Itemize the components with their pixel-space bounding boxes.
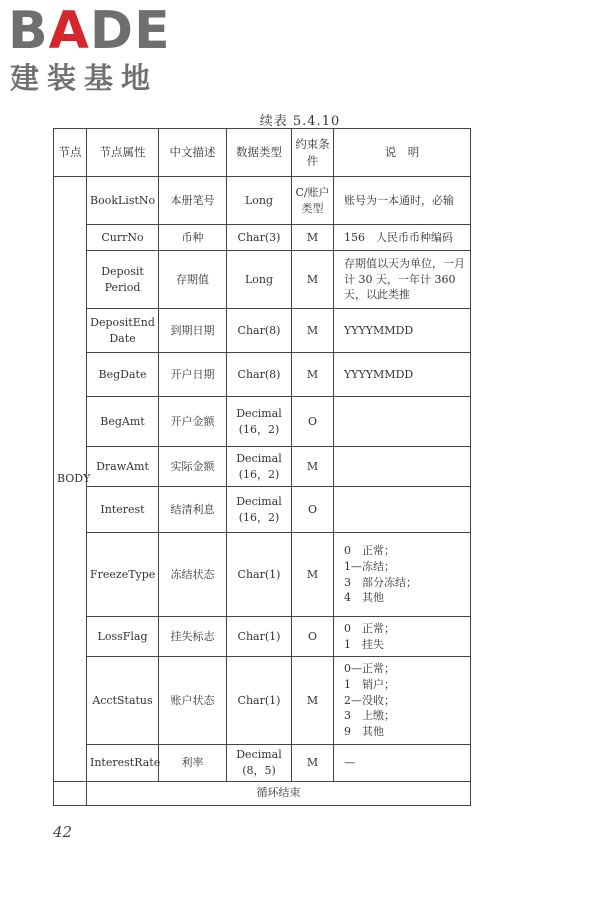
data-type-cell: Decimal (16，2) xyxy=(227,447,292,487)
data-type-cell: Decimal (16，2) xyxy=(227,397,292,447)
header-node: 节点 xyxy=(54,129,87,177)
attr-cell: LossFlag xyxy=(87,617,159,657)
table-row xyxy=(54,447,471,487)
description-line: 0 正常； xyxy=(344,621,395,635)
header-constraint: 约束条件 xyxy=(292,129,334,177)
spec-table xyxy=(53,128,471,806)
attr-cell: BookListNo xyxy=(87,177,159,225)
constraint-cell: M xyxy=(292,447,334,487)
table-body xyxy=(54,177,471,806)
table-row xyxy=(54,487,471,533)
description-cell: YYYYMMDD xyxy=(334,353,471,397)
description-line: 4 其他 xyxy=(344,591,384,605)
description-cell: 存期值以天为单位，一月计 30 天，一年计 360 天，以此类推 xyxy=(334,251,471,309)
description-cell: 156 人民币币种编码 xyxy=(334,225,471,251)
constraint-cell: O xyxy=(292,397,334,447)
table-row xyxy=(54,745,471,782)
data-type-cell: Long xyxy=(227,177,292,225)
table-row xyxy=(54,353,471,397)
cn-desc-cell: 到期日期 xyxy=(159,309,227,353)
description-line: 9 其他 xyxy=(344,725,384,739)
cn-desc-cell: 结清利息 xyxy=(159,487,227,533)
description-line: 1 销户； xyxy=(344,677,395,691)
data-type-cell: Char(8) xyxy=(227,353,292,397)
constraint-cell: O xyxy=(292,487,334,533)
description-cell: 账号为一本通时，必输 xyxy=(334,177,471,225)
logo-brand-text xyxy=(8,1,171,61)
page-number: 42 xyxy=(53,823,73,841)
description-cell xyxy=(334,533,471,617)
attr-cell: InterestRate xyxy=(87,745,159,782)
header-description: 说 明 xyxy=(334,129,471,177)
description-cell: — xyxy=(334,745,471,782)
loop-end-cell: 循环结束 xyxy=(87,781,471,805)
table-row xyxy=(54,617,471,657)
description-line: 1—冻结； xyxy=(344,559,395,573)
constraint-cell: M xyxy=(292,353,334,397)
description-cell xyxy=(334,397,471,447)
attr-cell: BegAmt xyxy=(87,397,159,447)
cn-desc-cell: 币种 xyxy=(159,225,227,251)
description-line: 3 上缴； xyxy=(344,709,395,723)
description-cell xyxy=(334,617,471,657)
constraint-cell: O xyxy=(292,617,334,657)
table-row xyxy=(54,309,471,353)
description-cell xyxy=(334,447,471,487)
constraint-cell: M xyxy=(292,225,334,251)
description-cell: YYYYMMDD xyxy=(334,309,471,353)
constraint-cell: C/账户类型 xyxy=(292,177,334,225)
cn-desc-cell: 挂失标志 xyxy=(159,617,227,657)
attr-cell: DrawAmt xyxy=(87,447,159,487)
table-row xyxy=(54,177,471,225)
data-type-cell: Char(1) xyxy=(227,657,292,745)
attr-cell: FreezeType xyxy=(87,533,159,617)
data-type-cell: Decimal (16，2) xyxy=(227,487,292,533)
data-type-cell: Decimal (8，5) xyxy=(227,745,292,782)
data-type-cell: Char(1) xyxy=(227,617,292,657)
data-type-cell: Long xyxy=(227,251,292,309)
constraint-cell: M xyxy=(292,251,334,309)
table-row xyxy=(54,251,471,309)
constraint-cell: M xyxy=(292,745,334,782)
data-type-cell: Char(1) xyxy=(227,533,292,617)
table-row xyxy=(54,657,471,745)
table-footer-row xyxy=(54,781,471,805)
cn-desc-cell: 开户日期 xyxy=(159,353,227,397)
constraint-cell: M xyxy=(292,657,334,745)
header-cn-desc: 中文描述 xyxy=(159,129,227,177)
cn-desc-cell: 存期值 xyxy=(159,251,227,309)
attr-cell: Deposit Period xyxy=(87,251,159,309)
constraint-cell: M xyxy=(292,533,334,617)
data-type-cell: Char(3) xyxy=(227,225,292,251)
description-line: 2—没收； xyxy=(344,693,395,707)
node-cell: BODY xyxy=(54,177,87,782)
cn-desc-cell: 冻结状态 xyxy=(159,533,227,617)
description-cell xyxy=(334,657,471,745)
table-caption: 续表 5.4.10 xyxy=(259,114,341,129)
attr-cell: Interest xyxy=(87,487,159,533)
description-line: 0—正常； xyxy=(344,661,395,675)
constraint-cell: M xyxy=(292,309,334,353)
header-data-type: 数据类型 xyxy=(227,129,292,177)
description-line: 0 正常； xyxy=(344,543,395,557)
attr-cell: DepositEnd Date xyxy=(87,309,159,353)
table-row xyxy=(54,533,471,617)
footer-blank-cell xyxy=(54,781,87,805)
description-line: 1 挂失 xyxy=(344,637,384,651)
data-type-cell: Char(8) xyxy=(227,309,292,353)
table-row xyxy=(54,225,471,251)
attr-cell: BegDate xyxy=(87,353,159,397)
brand-logo xyxy=(8,1,178,96)
logo-brand-letters: BADE xyxy=(8,1,171,61)
cn-desc-cell: 本册笔号 xyxy=(159,177,227,225)
attr-cell: AcctStatus xyxy=(87,657,159,745)
cn-desc-cell: 利率 xyxy=(159,745,227,782)
description-line: 3 部分冻结； xyxy=(344,575,417,589)
logo-subtitle: 建装基地 xyxy=(10,61,159,95)
cn-desc-cell: 实际金额 xyxy=(159,447,227,487)
header-attr: 节点属性 xyxy=(87,129,159,177)
cn-desc-cell: 账户状态 xyxy=(159,657,227,745)
description-cell xyxy=(334,487,471,533)
cn-desc-cell: 开户金额 xyxy=(159,397,227,447)
table-row xyxy=(54,397,471,447)
attr-cell: CurrNo xyxy=(87,225,159,251)
table-header-row xyxy=(54,129,471,177)
